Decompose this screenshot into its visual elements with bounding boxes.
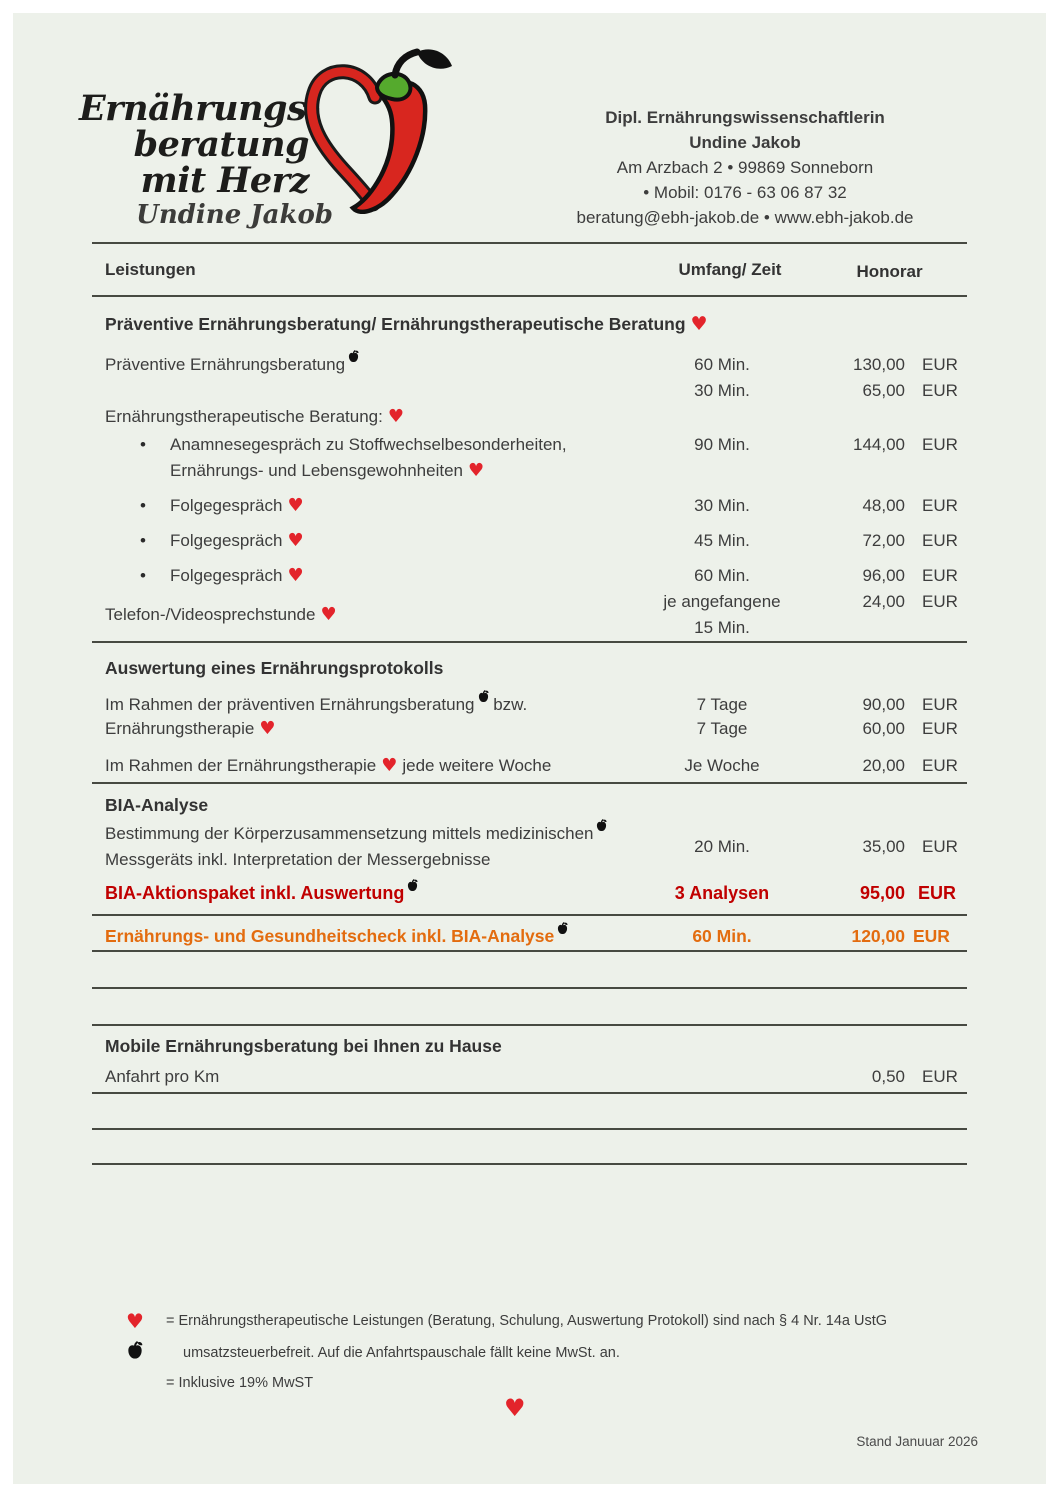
heart-icon: ♥: [287, 495, 304, 516]
section-title-auswertung: Auswertung eines Ernährungsprotokolls: [105, 658, 444, 678]
table-row: Im Rahmen der präventiven Ernährungsberatung bzw. 7 Tage 90,00 EUR: [92, 693, 967, 717]
table-header-row: [92, 244, 967, 295]
apple-icon: [407, 879, 418, 892]
table-row: Telefon-/Videosprechstunde ♥ je angefangene 15 Min. 24,00 EUR: [105, 592, 958, 637]
empty-row: [92, 952, 967, 987]
divider: [92, 1163, 967, 1165]
apple-icon: [478, 690, 489, 703]
logo-line-3: mit Herz: [140, 160, 309, 201]
divider: [92, 295, 967, 297]
table-row: Ernährungstherapie ♥ 7 Tage 60,00 EUR: [105, 718, 958, 739]
logo-owner-name: Undine Jakob: [136, 200, 333, 230]
legend-apple-text: = Inklusive 19% MwST: [166, 1375, 314, 1391]
legend-heart-text-2: umsatzsteuerbefreit. Auf die Anfahrtspauschale fällt keine MwSt. an.: [183, 1345, 620, 1361]
table-row: • Folgegespräch ♥ 60 Min. 96,00 EUR: [92, 563, 967, 589]
empty-row: [92, 1094, 967, 1128]
divider: [92, 782, 967, 784]
heart-icon: ♥: [287, 565, 304, 586]
logo-line-1: Ernährungs-: [79, 88, 321, 129]
bullet-icon: •: [140, 496, 146, 515]
section-title-praeventive: Präventive Ernährungsberatung/ Ernährungstherapeutische Beratung ♥: [105, 313, 708, 335]
divider: [92, 641, 967, 643]
version-date: Stand Januuar 2026: [856, 1434, 978, 1449]
heart-icon: ♥: [381, 755, 398, 776]
legend: [120, 1307, 1000, 1398]
empty-row: [92, 1130, 967, 1163]
table-row: • Folgegespräch ♥ 45 Min. 72,00 EUR: [92, 528, 967, 554]
column-header-services: Leistungen: [105, 259, 196, 279]
contact-address: Am Arzbach 2 • 99869 Sonneborn: [616, 158, 874, 177]
table-row: Ernährungstherapeutische Beratung: ♥: [105, 406, 404, 427]
divider: [92, 914, 967, 916]
column-header-scope: Umfang/ Zeit: [678, 259, 782, 279]
empty-row: [92, 989, 967, 1024]
heart-icon: ♥: [126, 1309, 144, 1333]
bullet-icon: •: [140, 531, 146, 550]
table-row-gesundheitscheck: Ernährungs- und Gesundheitscheck inkl. BIA-Analyse 60 Min. 120,00 EUR: [92, 923, 967, 949]
section-title-mobile: Mobile Ernährungsberatung bei Ihnen zu Hause: [105, 1036, 502, 1056]
apple-icon: [348, 350, 359, 363]
contact-phone: • Mobil: 0176 - 63 06 87 32: [643, 183, 847, 202]
table-row: Präventive Ernährungsberatung 60 Min. 130,00 EUR: [92, 352, 967, 378]
table-row: 30 Min. 65,00 EUR: [694, 381, 958, 400]
document-page: [13, 13, 1046, 1484]
price-table: [92, 242, 967, 1165]
logo-wordmark: [79, 88, 333, 231]
table-row: • Anamnesegespräch zu Stoffwechselbesonderheiten, Ernährungs- und Lebensgewohnheiten ♥ 90 Min. 144,00 EUR: [92, 432, 967, 484]
heart-icon: ♥: [690, 313, 708, 335]
legend-heart-text-1: = Ernährungstherapeutische Leistungen (Beratung, Schulung, Auswertung Protokoll) sind nach § 4 Nr. 14a UstG: [166, 1313, 888, 1329]
heart-icon: ♥: [468, 460, 485, 481]
contact-email-web: beratung@ebh-jakob.de • www.ebh-jakob.de: [576, 208, 914, 227]
contact-title: Dipl. Ernährungswissenschaftlerin: [605, 108, 885, 127]
apple-icon: [127, 1341, 143, 1360]
table-row: Bestimmung der Körperzusammensetzung mittels medizinischen Messgeräts inkl. Interpretation der Messergebnisse 20 Min. 35,00 EUR: [92, 821, 967, 873]
table-row: Im Rahmen der Ernährungstherapie ♥ jede weitere Woche Je Woche 20,00 EUR: [105, 755, 958, 776]
table-row-bia-aktionspaket: BIA-Aktionspaket inkl. Auswertung 3 Analysen 95,00 EUR: [92, 880, 967, 906]
heart-icon: ♥: [387, 406, 404, 427]
table-row: • Folgegespräch ♥ 30 Min. 48,00 EUR: [92, 493, 967, 519]
heart-icon: ♥: [320, 604, 337, 625]
apple-icon: [596, 819, 607, 832]
heart-icon: ♥: [259, 718, 276, 739]
heart-icon: ♥: [287, 530, 304, 551]
column-header-fee: Honorar: [856, 261, 923, 281]
apple-icon: [557, 922, 568, 935]
bullet-icon: •: [140, 435, 146, 454]
contact-block: [520, 105, 970, 230]
section-title-bia: BIA-Analyse: [105, 795, 209, 815]
heart-icon: ♥: [504, 1394, 526, 1422]
heart-chili-logo-icon: [295, 45, 460, 245]
contact-name: Undine Jakob: [689, 133, 801, 152]
bullet-icon: •: [140, 566, 146, 585]
divider: [92, 1024, 967, 1026]
logo-line-2: beratung: [133, 124, 309, 165]
table-row: Anfahrt pro Km 0,50 EUR: [105, 1067, 958, 1086]
